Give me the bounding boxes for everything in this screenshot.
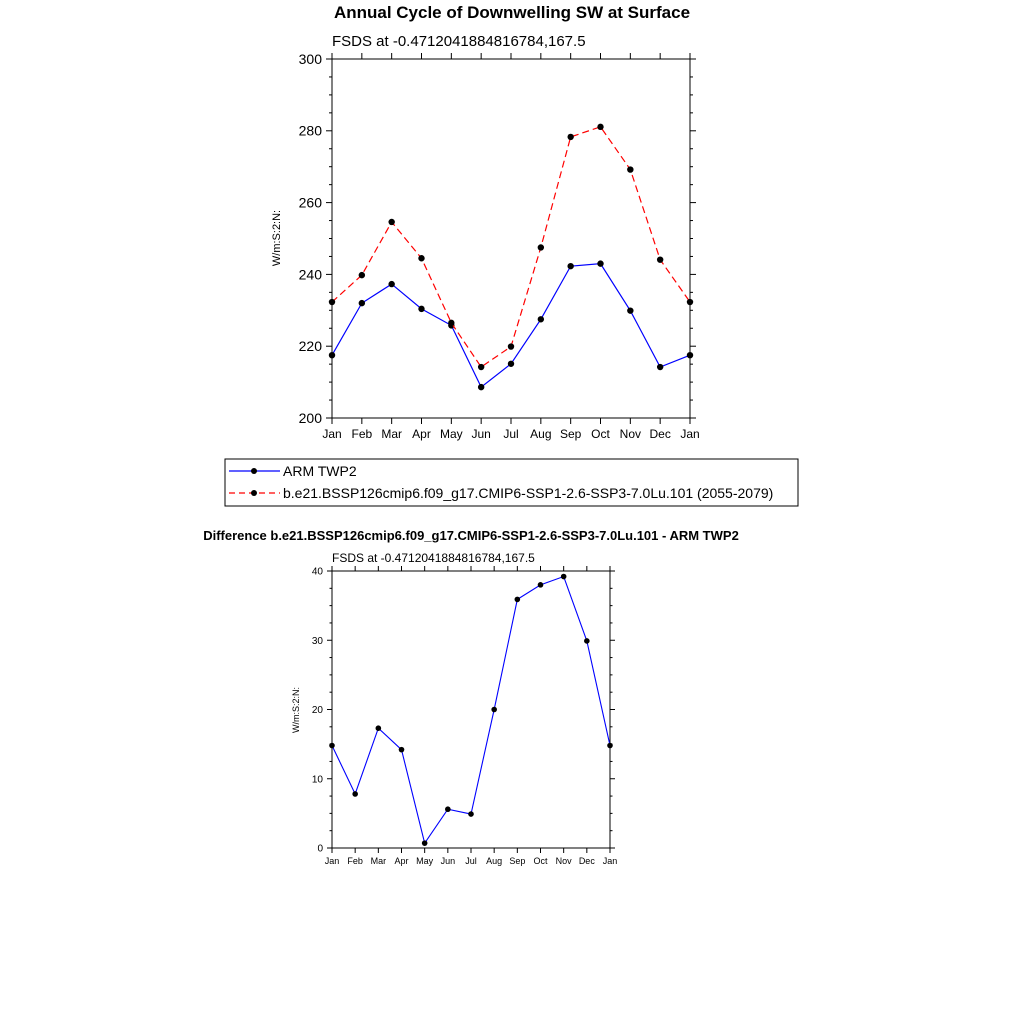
data-point [538,582,544,588]
x-tick-label: Apr [412,427,431,441]
data-point [538,316,544,322]
y-tick-label: 0 [317,843,323,855]
x-tick-label: Jan [322,427,342,441]
data-point [359,300,365,306]
data-point [687,299,693,305]
x-tick-label: Jan [324,856,340,866]
x-tick-label: Nov [619,427,642,441]
legend-marker-arm [251,468,257,474]
data-point [627,166,633,172]
y-tick-label: 300 [298,50,322,67]
legend-marker-model [251,490,257,496]
data-point [418,255,424,261]
plot-area [312,566,617,866]
data-point [478,384,484,390]
data-point [468,811,474,817]
data-point [657,256,663,262]
x-tick-label: Dec [649,427,671,441]
y-tick-label: 20 [311,705,323,716]
data-point [376,725,382,731]
data-point [491,707,497,713]
data-point [478,364,484,370]
y-axis-label: W/m:S:2:N: [271,209,283,267]
x-tick-label: Jan [680,427,700,441]
x-tick-label: Jun [440,856,456,866]
y-tick-label: 200 [298,409,322,426]
series-line-0 [332,264,690,387]
x-tick-label: Jul [503,427,519,441]
data-point [657,364,663,370]
data-point [422,840,428,846]
x-tick-label: Jul [465,856,477,866]
difference-chart [203,528,739,866]
x-tick-label: May [439,427,463,441]
data-point [359,272,365,278]
x-tick-label: Sep [559,427,582,441]
y-tick-label: 220 [298,338,322,355]
y-tick-label: 30 [311,635,323,647]
x-tick-label: Sep [509,856,526,866]
data-point [567,134,573,140]
x-tick-label: Mar [381,427,403,441]
annual-cycle-chart [225,3,798,506]
data-point [388,281,394,287]
data-point [445,806,451,812]
y-tick-label: 240 [298,266,322,283]
data-point [329,352,335,358]
data-point [352,791,358,797]
plot-frame [332,571,610,848]
data-point [584,638,590,644]
data-point [627,307,633,313]
data-point [448,320,454,326]
x-tick-label: Aug [530,427,552,441]
data-point [538,244,544,250]
chart-subtitle: FSDS at -0.4712041884816784,167.5 [332,33,586,50]
data-point [329,299,335,305]
data-point [388,219,394,225]
data-point [515,597,521,603]
x-tick-label: Dec [578,856,595,866]
data-point [687,352,693,358]
chart-title: Difference b.e21.BSSP126cmip6.f09_g17.CMIP6-SSP1-2.6-SSP3-7.0Lu.101 - ARM TWP2 [203,528,739,543]
data-point [607,743,613,749]
x-tick-label: Jan [602,856,618,866]
x-tick-label: Feb [347,856,363,866]
y-tick-label: 40 [311,566,323,578]
data-point [399,747,405,753]
legend-label-arm: ARM TWP2 [283,463,357,479]
data-point [597,124,603,130]
x-tick-label: Nov [555,856,572,866]
x-tick-label: Feb [351,427,373,441]
x-tick-label: Oct [533,856,548,866]
legend [225,459,798,506]
y-tick-label: 280 [298,122,322,139]
chart-subtitle: FSDS at -0.4712041884816784,167.5 [332,551,535,565]
legend-label-model: b.e21.BSSP126cmip6.f09_g17.CMIP6-SSP1-2.6-SSP3-7.0Lu.101 (2055-2079) [283,485,774,501]
data-point [508,361,514,367]
series-line-0 [332,577,610,844]
y-tick-label: 10 [311,774,323,786]
x-tick-label: Apr [394,856,409,866]
x-tick-label: Oct [591,427,610,441]
x-tick-label: May [416,856,434,866]
data-point [418,306,424,312]
x-tick-label: Jun [471,427,491,441]
series-line-1 [332,127,690,367]
data-point [597,260,603,266]
data-point [567,263,573,269]
x-tick-label: Aug [486,856,503,866]
chart-title: Annual Cycle of Downwelling SW at Surface [333,3,691,22]
plot-area [299,51,700,441]
data-point [329,743,335,749]
y-axis-label: W/m:S:2:N: [291,686,301,734]
x-tick-label: Mar [370,856,387,866]
data-point [508,343,514,349]
data-point [561,574,567,580]
y-tick-label: 260 [298,194,322,211]
